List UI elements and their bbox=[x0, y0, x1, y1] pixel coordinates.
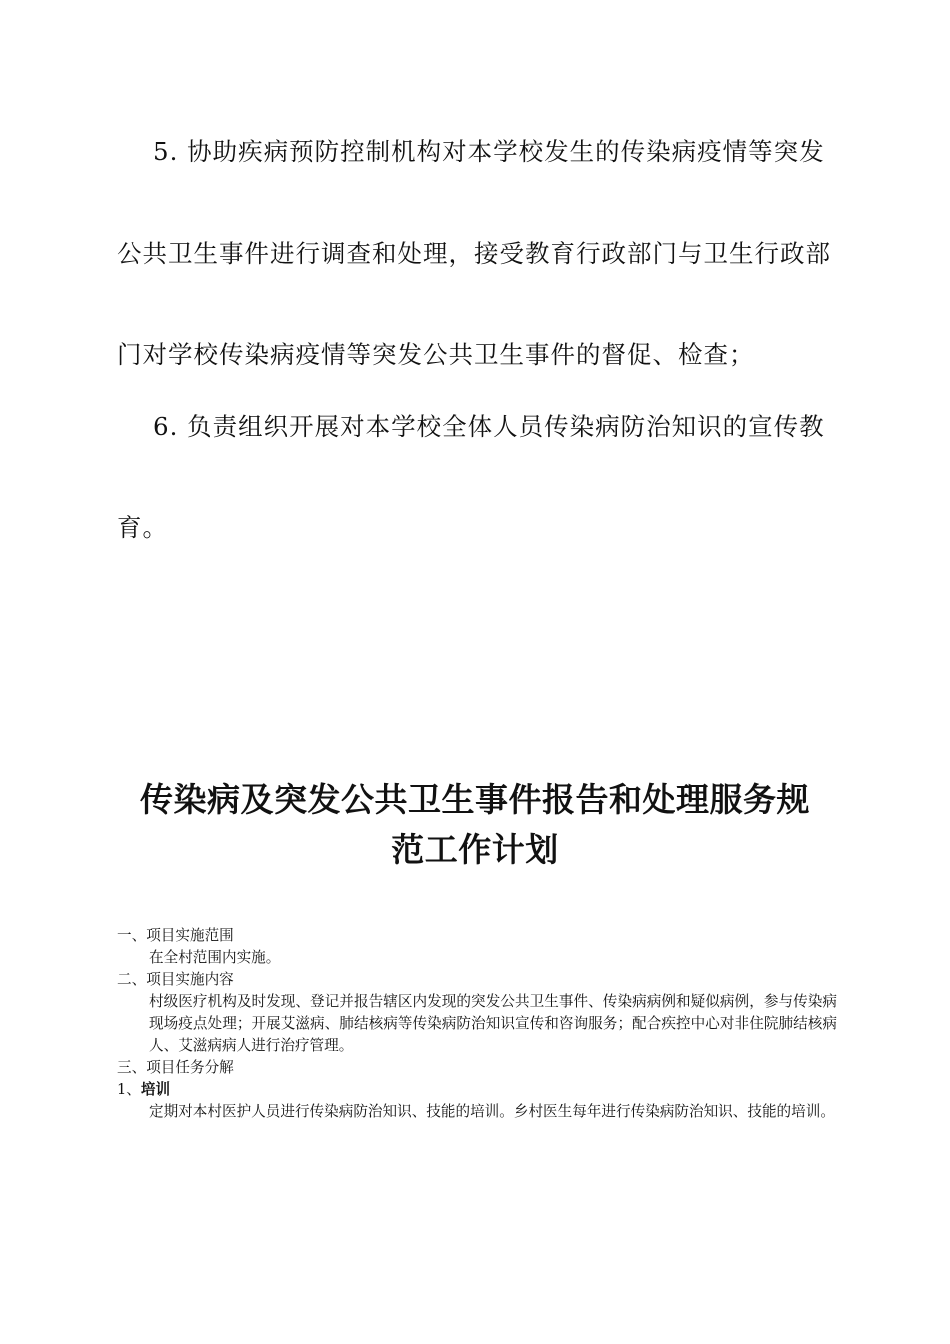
section-1-heading: 一、项目实施范围 bbox=[117, 927, 234, 944]
sub-1-number: 1、 bbox=[117, 1081, 141, 1098]
document-title-line-1: 传染病及突发公共卫生事件报告和处理服务规 bbox=[140, 780, 810, 819]
item-5-line-1: 5. 协助疾病预防控制机构对本学校发生的传染病疫情等突发 bbox=[153, 137, 825, 166]
section-3-sub-1-heading bbox=[117, 1079, 837, 1101]
section-3-sub-1-body: 定期对本村医护人员进行传染病防治知识、技能的培训。乡村医生每年进行传染病防治知识、技能的培训。 bbox=[149, 1103, 835, 1120]
section-2-heading: 二、项目实施内容 bbox=[117, 971, 234, 988]
item-6-line-1: 6. 负责组织开展对本学校全体人员传染病防治知识的宣传教 bbox=[153, 412, 825, 441]
document-title-line-2: 范工作计划 bbox=[391, 830, 559, 869]
sub-1-title: 培训 bbox=[140, 1081, 171, 1098]
sections-block bbox=[117, 925, 837, 1123]
item-5-line-2: 公共卫生事件进行调查和处理，接受教育行政部门与卫生行政部 bbox=[117, 239, 831, 268]
item-6-line-2: 育。 bbox=[117, 513, 168, 542]
item-5-line-3: 门对学校传染病疫情等突发公共卫生事件的督促、检查； bbox=[117, 340, 755, 369]
section-2-body: 村级医疗机构及时发现、登记并报告辖区内发现的突发公共卫生事件、传染病病例和疑似病例，参与传染病现场疫点处理；开展艾滋病、肺结核病等传染病防治知识宣传和咨询服务；配合疾控中心对非住院肺结核病人、艾滋病病人进行治疗管理。 bbox=[149, 993, 837, 1054]
section-3-heading: 三、项目任务分解 bbox=[117, 1059, 234, 1076]
section-1-body: 在全村范围内实施。 bbox=[149, 949, 281, 966]
